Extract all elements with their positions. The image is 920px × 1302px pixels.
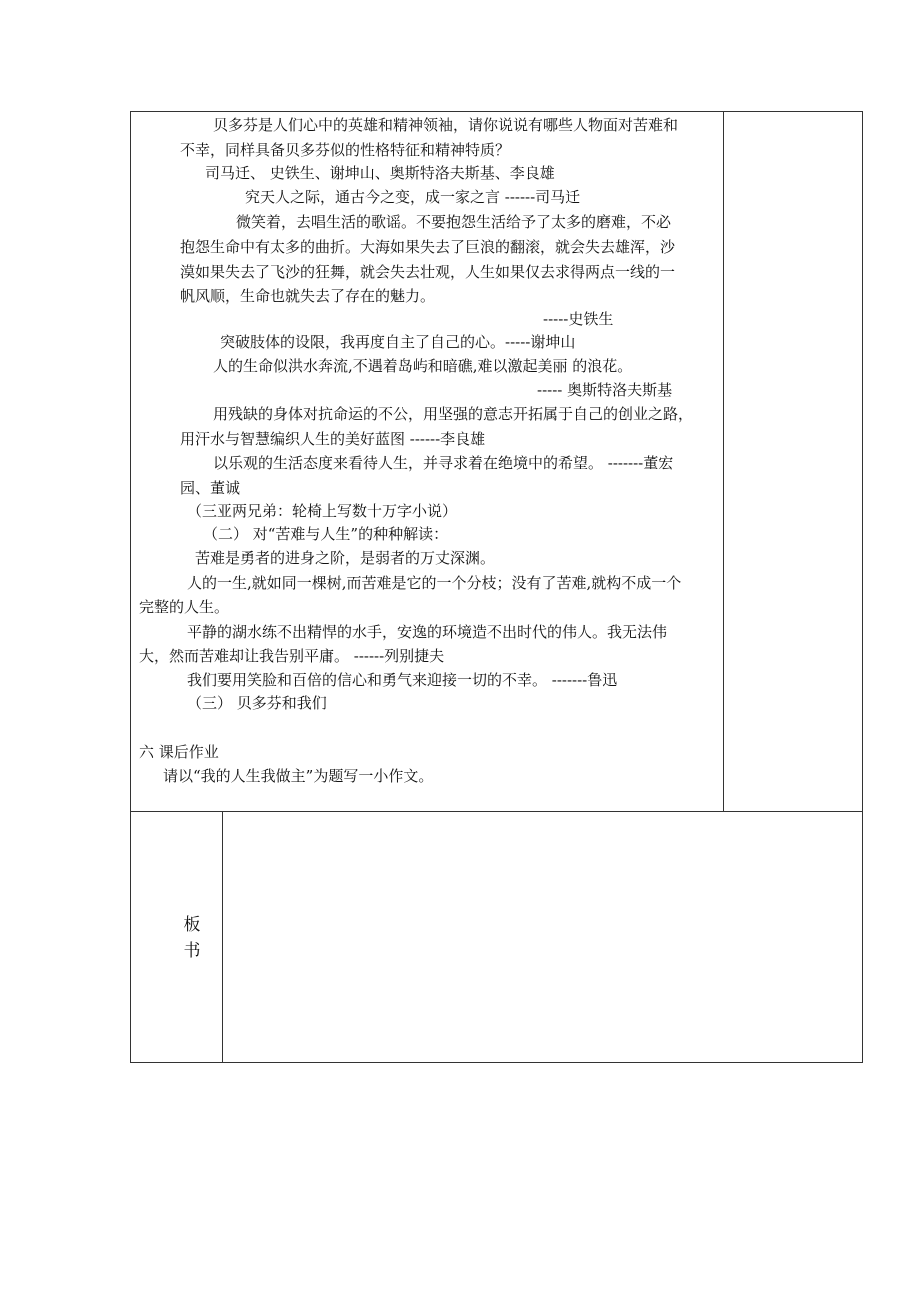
text-line: 我们要用笑脸和百倍的信心和勇气来迎接一切的不幸。 -------鲁迅	[187, 671, 618, 689]
board-label-bottom: 书	[183, 941, 201, 961]
text-line: 究天人之际，通古今之变，成一家之言 ------司马迁	[245, 188, 581, 206]
text-line: 司马迁、 史铁生、谢坤山、奥斯特洛夫斯基、李良雄	[205, 164, 555, 182]
text-line: 苦难是勇者的进身之阶，是弱者的万丈深渊。	[195, 549, 496, 567]
text-line: 用残缺的身体对抗命运的不公，用坚强的意志开拓属于自己的创业之路，	[213, 405, 694, 423]
text-line: 帆风顺，生命也就失去了存在的魅力。	[180, 287, 436, 305]
table-top-border	[130, 111, 863, 112]
text-line: 平静的湖水练不出精悍的水手，安逸的环境造不出时代的伟人。我无法伟	[187, 623, 668, 641]
content-column-divider	[723, 111, 724, 812]
section-heading: 六 课后作业	[139, 743, 219, 761]
text-line: 贝多芬是人们心中的英雄和精神领袖，请你说说有哪些人物面对苦难和	[213, 116, 679, 134]
text-line: 园、董诚	[180, 479, 241, 497]
text-line: 用汗水与智慧编织人生的美好蓝图 ------李良雄	[180, 430, 486, 448]
text-line: 大，然而苦难却让我告别平庸。 ------列别捷夫	[139, 647, 445, 665]
text-line: 抱怨生命中有太多的曲折。大海如果失去了巨浪的翻滚，就会失去雄浑，沙	[180, 238, 676, 256]
text-line: 突破肢体的设限，我再度自主了自己的心。-----谢坤山	[220, 333, 576, 351]
text-line: 不幸，同样具备贝多芬似的性格特征和精神特质？	[180, 141, 511, 159]
text-line: 漠如果失去了飞沙的狂舞，就会失去壮观，人生如果仅去求得两点一线的一	[180, 263, 676, 281]
homework-text: 请以“我的人生我做主”为题写一小作文。	[163, 767, 434, 785]
text-line: （三亚两兄弟：轮椅上写数十万字小说）	[187, 502, 458, 520]
section-heading: （三） 贝多芬和我们	[187, 694, 327, 712]
text-line: 以乐观的生活态度来看待人生，并寻求着在绝境中的希望。 -------董宏	[213, 454, 674, 472]
board-label-top: 板	[183, 915, 201, 935]
text-line: 人的一生,就如同一棵树,而苦难是它的一个分枝；没有了苦难,就构不成一个	[187, 574, 682, 592]
board-content-cell	[223, 812, 862, 1062]
text-line: ----- 奥斯特洛夫斯基	[537, 381, 673, 399]
text-line: 人的生命似洪水奔流,不遇着岛屿和暗礁,难以激起美丽 的浪花。	[213, 357, 633, 375]
table-left-border	[130, 111, 131, 1063]
table-bottom-border	[130, 1062, 863, 1063]
table-right-border	[862, 111, 863, 1063]
text-line: （二） 对“苦难与人生”的种种解读：	[203, 525, 449, 543]
text-line: 完整的人生。	[139, 598, 230, 616]
text-line: -----史铁生	[543, 310, 614, 328]
text-line: 微笑着，去唱生活的歌谣。不要抱怨生活给予了太多的磨难，不必	[236, 213, 672, 231]
